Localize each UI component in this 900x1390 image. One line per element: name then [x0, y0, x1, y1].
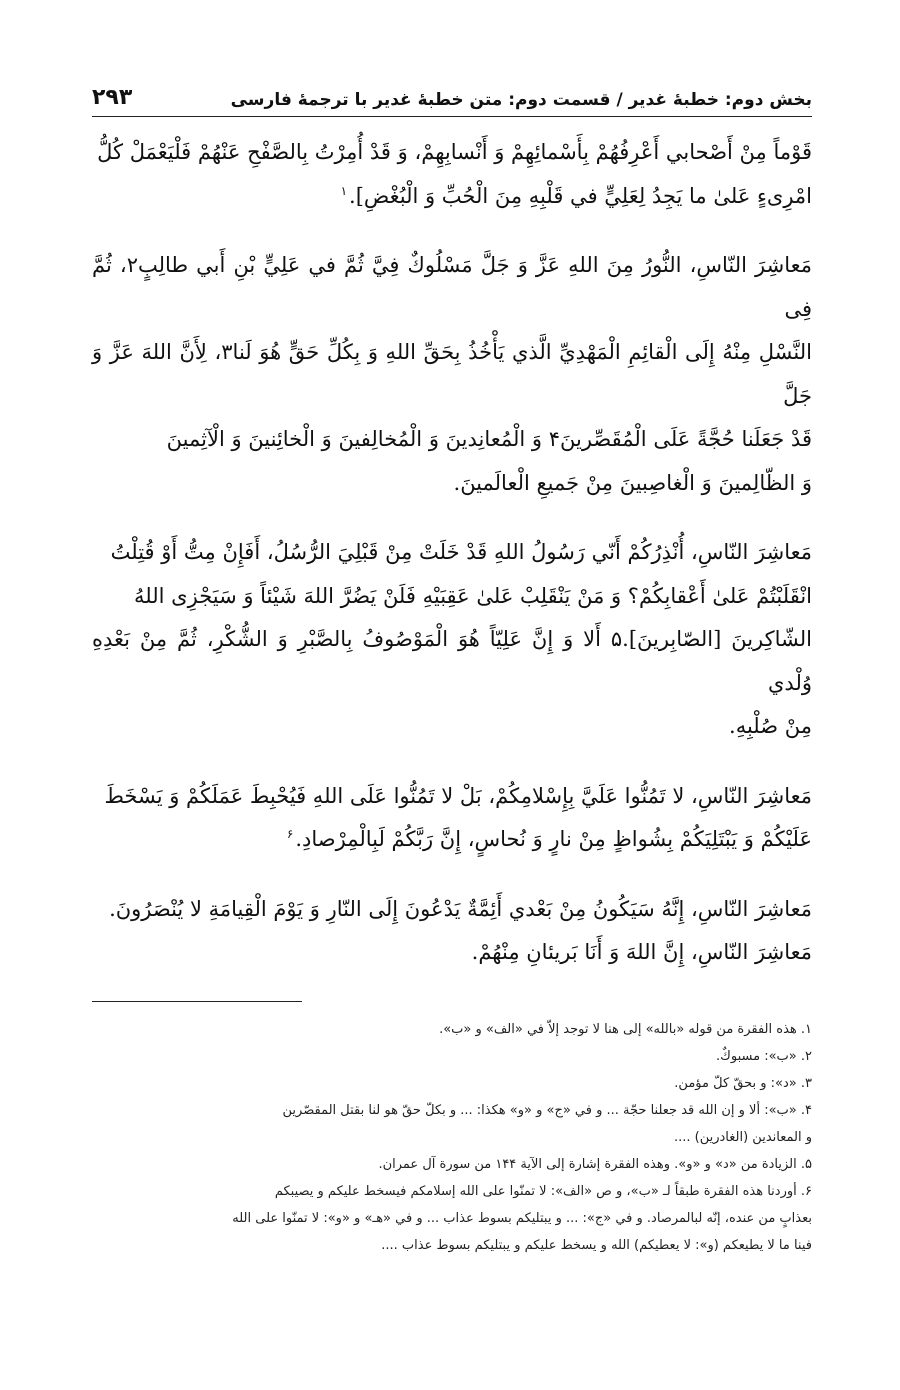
text-line-content: امْرِىءٍ عَلىٰ ما يَجِدُ لِعَلِيٍّ في قَلْبِهِ مِنَ الْحُبِّ وَ الْبُغْضِ].	[349, 183, 812, 208]
paragraph	[92, 244, 812, 505]
text-line: الشّاكِرينَ [الصّابِرينَ].۵ أَلا وَ إِنَّ عَلِيّاً هُوَ الْمَوْصُوفُ بِالصَّبْرِ وَ الشُّكْرِ، ثُمَّ مِنْ بَعْدِهِ وُلْدي	[92, 627, 812, 695]
text-line: مَعاشِرَ النّاسِ، لا تَمُنُّوا عَلَيَّ بِإِسْلامِكُمْ، بَلْ لا تَمُنُّوا عَلَى اللهِ فَيُحْبِطَ عَمَلَكُمْ وَ يَسْخَطَ	[104, 783, 812, 808]
text-line: النَّسْلِ مِنْهُ إِلَى الْقائِمِ الْمَهْدِيِّ الَّذي يَأْخُذُ بِحَقِّ اللهِ وَ بِكُلِّ حَقٍّ هُوَ لَنا۳، لِأَنَّ اللهَ عَزَّ وَ جَلَّ	[92, 340, 812, 408]
page-header	[92, 70, 812, 117]
footnote-line: ۴. «ب»: ألا و إن الله قد جعلنا حجّة ... و في «ج» و «و» هكذا: ... و بكلّ حقّ هو لنا بقتل المقصّرين	[282, 1102, 812, 1118]
page-number: ۲۹۳	[92, 85, 133, 110]
paragraph	[92, 888, 812, 975]
footnote: ۲. «ب»: مسبوكٌ.	[716, 1048, 812, 1064]
text-line: مَعاشِرَ النّاسِ، النُّورُ مِنَ اللهِ عَزَّ وَ جَلَّ مَسْلُوكٌ فِيَّ ثُمَّ في عَلِيٍّ بْنِ أَبي طالِبٍ۲، ثُمَّ فِی	[92, 253, 812, 321]
text-line: انْقَلَبْتُمْ عَلىٰ أَعْقابِكُمْ؟ وَ مَنْ يَنْقَلِبْ عَلىٰ عَقِبَيْهِ فَلَنْ يَضُرَّ اللهَ شَيْئاً وَ سَيَجْزِى اللهُ	[134, 583, 812, 608]
text-line-content: عَلَيْكُمْ وَ يَبْتَلِيَكُمْ بِشُواظٍ مِنْ نارٍ وَ نُحاسٍ، إِنَّ رَبَّكُمْ لَبِالْمِرْصادِ.	[295, 827, 812, 851]
footnote: ۵. الزيادة من «د» و «و». وهذه الفقرة إشارة إلى الآية ۱۴۴ من سورة آل عمران.	[378, 1156, 812, 1172]
footnote-line: و المعاندين (الغادرين) ....	[673, 1129, 812, 1145]
footnote-line: ۶. أوردنا هذه الفقرة طبقاً لـ «ب»، و ص «الف»: لا تمنّوا على الله إسلامكم فيسخط عليكم و يصيبكم	[274, 1183, 812, 1199]
footnote-divider-wrap	[92, 1001, 812, 1002]
text-line: مَعاشِرَ النّاسِ، إِنَّهُ سَيَكُونُ مِنْ بَعْدي أَئِمَّةٌ يَدْعُونَ إِلَى النّارِ وَ يَوْمَ الْقِيامَةِ لا يُنْصَرُونَ.	[109, 896, 812, 921]
text-line: مِنْ صُلْبِهِ.	[729, 714, 812, 738]
paragraph	[92, 131, 812, 218]
running-header-title: بخش دوم: خطبهٔ غدیر / قسمت دوم: متن خطبهٔ غدیر با ترجمهٔ فارسی	[230, 90, 812, 110]
footnote-marker[interactable]: ۱	[340, 183, 348, 198]
text-line: قَدْ جَعَلَنا حُجَّةً عَلَى الْمُقَصِّرينَ۴ وَ الْمُعانِدينَ وَ الْمُخالِفينَ وَ الْخائِنينَ وَ الْآثِمينَ	[166, 427, 812, 451]
text-line: وَ الظّالِمينَ وَ الْغاصِبينَ مِنْ جَميعِ الْعالَمينَ.	[453, 470, 812, 495]
paragraph	[92, 775, 812, 862]
text-line: مَعاشِرَ النّاسِ، إِنَّ اللهَ وَ أَنَا بَريئانِ مِنْهُمْ.	[471, 940, 812, 964]
footnote-line: بعذابٍ من عنده، إنّه لبالمرصاد. و في «ج»: ... و يبتليكم بسوط عذاب ... و في «هـ» و «و»: لا تمنّوا على الله	[232, 1210, 812, 1226]
text-line: قَوْماً مِنْ أَصْحابي أَعْرِفُهُمْ بِأَسْمائِهِمْ وَ أَنْسابِهِمْ، وَ قَدْ أُمِرْتُ بِالصَّفْحِ عَنْهُمْ فَلْيَعْمَلْ كُلُّ	[97, 140, 812, 164]
footnotes	[92, 1016, 812, 1259]
footnote-marker[interactable]: ۶	[286, 827, 294, 841]
main-text	[92, 131, 812, 975]
text-line	[92, 818, 812, 862]
footnote	[92, 1097, 812, 1151]
footnote-divider	[92, 1001, 302, 1002]
footnote: ۳. «د»: و بحقّ كلّ مؤمن.	[674, 1075, 812, 1091]
footnote	[92, 1178, 812, 1259]
text-line: مَعاشِرَ النّاسِ، أُنْذِرُكُمْ أَنّي رَسُولُ اللهِ قَدْ خَلَتْ مِنْ قَبْلِيَ الرُّسُلُ، أَفَإِنْ مِتُّ أَوْ قُتِلْتُ	[110, 540, 812, 564]
text-line	[92, 175, 812, 219]
paragraph	[92, 531, 812, 749]
footnote-line: فينا ما لا يطيعكم (و»: لا يعطيكم) الله و يسخط عليكم و يبتليكم بسوط عذاب ....	[381, 1237, 812, 1253]
footnote: ۱. هذه الفقرة من قوله «بالله» إلى هنا لا توجد إلاّ في «الف» و «ب».	[439, 1021, 812, 1037]
